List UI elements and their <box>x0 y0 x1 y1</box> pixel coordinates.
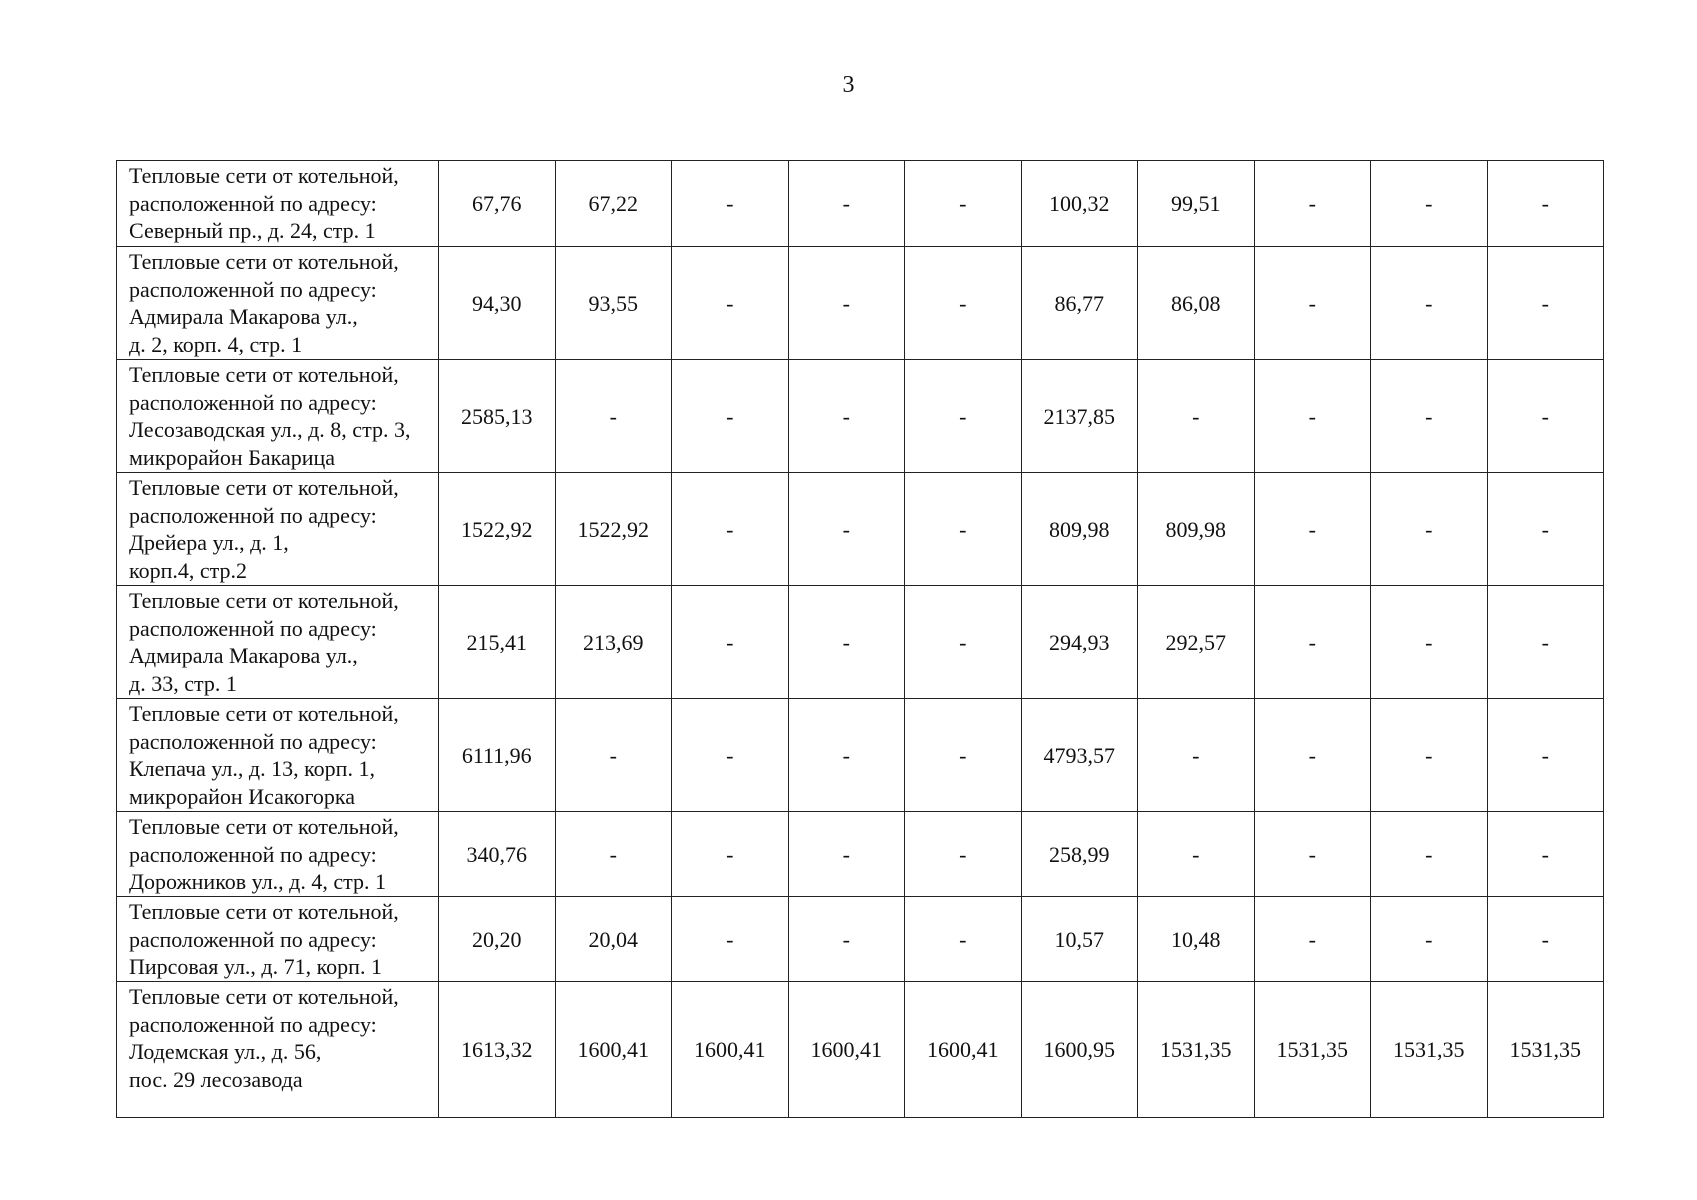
value-cell: 213,69 <box>555 586 672 699</box>
value-cell: - <box>905 247 1022 360</box>
network-name-cell <box>117 982 439 1118</box>
table-row <box>117 586 1604 699</box>
value-cell: - <box>1487 360 1604 473</box>
network-name-line: Пирсовая ул., д. 71, корп. 1 <box>129 954 382 979</box>
network-name-line: Тепловые сети от котельной, <box>129 814 399 839</box>
value-cell: 809,98 <box>1138 473 1255 586</box>
table-row <box>117 897 1604 982</box>
value-cell: - <box>1254 473 1371 586</box>
value-cell: - <box>1254 161 1371 247</box>
value-cell: - <box>1254 360 1371 473</box>
network-name-line: микрорайон Бакарица <box>129 444 336 470</box>
value-cell: 99,51 <box>1138 161 1255 247</box>
value-cell: 20,20 <box>439 897 556 982</box>
network-name-line: расположенной по адресу: <box>129 276 377 302</box>
value-cell: - <box>905 586 1022 699</box>
value-cell: - <box>905 699 1022 812</box>
value-cell: 2585,13 <box>439 360 556 473</box>
value-cell: 1531,35 <box>1487 982 1604 1118</box>
network-name-cell <box>117 812 439 897</box>
value-cell: - <box>1371 699 1488 812</box>
network-name-line: пос. 29 лесозавода <box>129 1066 303 1092</box>
value-cell: - <box>1371 247 1488 360</box>
network-name-line: расположенной по адресу: <box>129 615 377 641</box>
value-cell: - <box>788 360 905 473</box>
network-name-line: корп.4, стр.2 <box>129 557 247 583</box>
value-cell: - <box>1487 897 1604 982</box>
network-name-line: Тепловые сети от котельной, <box>129 701 399 726</box>
network-name-line: расположенной по адресу: <box>129 190 377 216</box>
network-name-line: микрорайон Исакогорка <box>129 783 356 809</box>
value-cell: - <box>788 473 905 586</box>
value-cell: - <box>905 360 1022 473</box>
value-cell: 10,48 <box>1138 897 1255 982</box>
heat-networks-table <box>116 160 1604 1118</box>
value-cell: - <box>1487 699 1604 812</box>
value-cell: 93,55 <box>555 247 672 360</box>
value-cell: 1600,41 <box>788 982 905 1118</box>
value-cell: - <box>905 473 1022 586</box>
value-cell: 67,22 <box>555 161 672 247</box>
network-name-line: Тепловые сети от котельной, <box>129 984 399 1009</box>
network-name-cell <box>117 161 439 247</box>
network-name-line: Тепловые сети от котельной, <box>129 362 399 387</box>
table-row <box>117 247 1604 360</box>
value-cell: 340,76 <box>439 812 556 897</box>
network-name-line: Северный пр., д. 24, стр. 1 <box>129 218 376 243</box>
table-row <box>117 473 1604 586</box>
value-cell: - <box>555 812 672 897</box>
value-cell: - <box>1487 473 1604 586</box>
value-cell: 86,77 <box>1021 247 1138 360</box>
value-cell: - <box>1487 812 1604 897</box>
value-cell: - <box>1371 161 1488 247</box>
network-name-line: расположенной по адресу: <box>129 502 377 528</box>
value-cell: - <box>788 812 905 897</box>
value-cell: 1531,35 <box>1254 982 1371 1118</box>
network-name-line: Адмирала Макарова ул., <box>129 643 358 668</box>
value-cell: - <box>788 586 905 699</box>
value-cell: 10,57 <box>1021 897 1138 982</box>
value-cell: - <box>905 897 1022 982</box>
value-cell: - <box>1487 247 1604 360</box>
value-cell: - <box>788 161 905 247</box>
value-cell: - <box>1254 247 1371 360</box>
value-cell: 294,93 <box>1021 586 1138 699</box>
value-cell: 1522,92 <box>439 473 556 586</box>
network-name-line: Лодемская ул., д. 56, <box>129 1039 322 1064</box>
network-name-line: расположенной по адресу: <box>129 841 377 867</box>
table-row <box>117 161 1604 247</box>
network-name-cell <box>117 247 439 360</box>
table-row <box>117 699 1604 812</box>
value-cell: - <box>1254 897 1371 982</box>
network-name-line: Дорожников ул., д. 4, стр. 1 <box>129 869 387 894</box>
network-name-line: Тепловые сети от котельной, <box>129 899 399 924</box>
value-cell: 1600,41 <box>555 982 672 1118</box>
value-cell: - <box>1138 812 1255 897</box>
value-cell: - <box>905 812 1022 897</box>
network-name-line: д. 33, стр. 1 <box>129 670 237 696</box>
network-name-line: расположенной по адресу: <box>129 389 377 415</box>
value-cell: - <box>672 360 789 473</box>
value-cell: - <box>1254 812 1371 897</box>
value-cell: 100,32 <box>1021 161 1138 247</box>
value-cell: - <box>1371 586 1488 699</box>
value-cell: 1531,35 <box>1138 982 1255 1118</box>
network-name-line: Тепловые сети от котельной, <box>129 249 399 274</box>
value-cell: - <box>1138 699 1255 812</box>
value-cell: - <box>1254 586 1371 699</box>
value-cell: - <box>672 812 789 897</box>
value-cell: - <box>672 897 789 982</box>
network-name-line: Тепловые сети от котельной, <box>129 475 399 500</box>
page-number: 3 <box>842 72 855 98</box>
network-name-cell <box>117 360 439 473</box>
table-row <box>117 812 1604 897</box>
value-cell: 67,76 <box>439 161 556 247</box>
value-cell: - <box>1371 897 1488 982</box>
value-cell: - <box>672 586 789 699</box>
value-cell: - <box>905 161 1022 247</box>
network-name-line: Тепловые сети от котельной, <box>129 163 399 188</box>
network-name-line: расположенной по адресу: <box>129 926 377 952</box>
network-name-line: расположенной по адресу: <box>129 1011 377 1037</box>
network-name-cell <box>117 586 439 699</box>
value-cell: 86,08 <box>1138 247 1255 360</box>
network-name-line: Лесозаводская ул., д. 8, стр. 3, <box>129 417 411 442</box>
value-cell: - <box>555 360 672 473</box>
value-cell: 1600,41 <box>672 982 789 1118</box>
value-cell: - <box>1371 473 1488 586</box>
network-name-line: Дрейера ул., д. 1, <box>129 530 289 555</box>
value-cell: - <box>788 897 905 982</box>
value-cell: - <box>1487 161 1604 247</box>
value-cell: - <box>1371 812 1488 897</box>
network-name-line: д. 2, корп. 4, стр. 1 <box>129 331 303 357</box>
value-cell: 1531,35 <box>1371 982 1488 1118</box>
value-cell: - <box>1487 586 1604 699</box>
value-cell: 94,30 <box>439 247 556 360</box>
value-cell: 292,57 <box>1138 586 1255 699</box>
network-name-line: расположенной по адресу: <box>129 728 377 754</box>
value-cell: 258,99 <box>1021 812 1138 897</box>
network-name-line: Тепловые сети от котельной, <box>129 588 399 613</box>
value-cell: 6111,96 <box>439 699 556 812</box>
value-cell: - <box>1138 360 1255 473</box>
value-cell: 1522,92 <box>555 473 672 586</box>
value-cell: 1600,95 <box>1021 982 1138 1118</box>
value-cell: - <box>555 699 672 812</box>
value-cell: - <box>672 473 789 586</box>
value-cell: - <box>672 161 789 247</box>
value-cell: - <box>672 247 789 360</box>
network-name-line: Адмирала Макарова ул., <box>129 304 358 329</box>
value-cell: 4793,57 <box>1021 699 1138 812</box>
value-cell: - <box>788 247 905 360</box>
network-name-cell <box>117 699 439 812</box>
network-name-cell <box>117 473 439 586</box>
value-cell: - <box>1254 699 1371 812</box>
network-name-cell <box>117 897 439 982</box>
network-name-line: Клепача ул., д. 13, корп. 1, <box>129 756 375 781</box>
table-row <box>117 360 1604 473</box>
value-cell: 1613,32 <box>439 982 556 1118</box>
value-cell: 809,98 <box>1021 473 1138 586</box>
value-cell: 2137,85 <box>1021 360 1138 473</box>
value-cell: 215,41 <box>439 586 556 699</box>
value-cell: 1600,41 <box>905 982 1022 1118</box>
value-cell: - <box>672 699 789 812</box>
value-cell: 20,04 <box>555 897 672 982</box>
value-cell: - <box>788 699 905 812</box>
table-row <box>117 982 1604 1118</box>
table-body <box>117 161 1604 1118</box>
value-cell: - <box>1371 360 1488 473</box>
